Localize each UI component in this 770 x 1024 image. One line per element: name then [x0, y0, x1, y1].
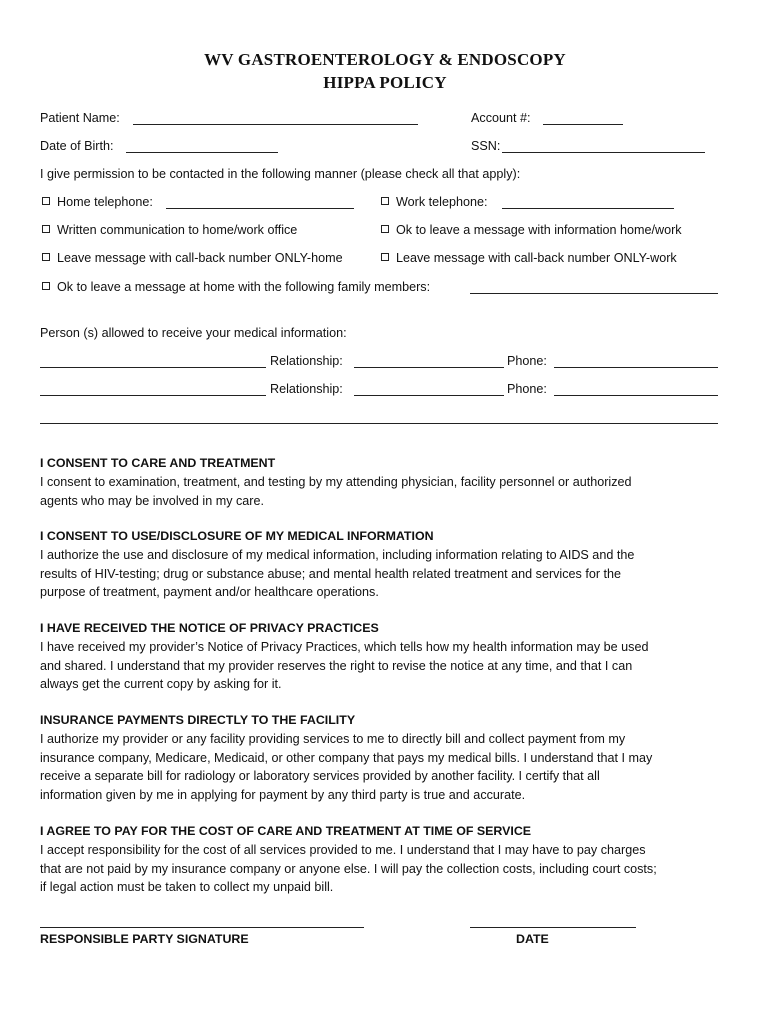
home-telephone-option[interactable]: Home telephone: — [42, 194, 153, 210]
persons-intro: Person (s) allowed to receive your medical information: — [40, 326, 347, 340]
dob-field[interactable] — [126, 152, 278, 153]
person-1-relationship-label: Relationship: — [270, 354, 343, 368]
date-label: DATE — [516, 932, 549, 946]
checkbox-icon[interactable] — [42, 197, 50, 205]
signature-field[interactable] — [40, 927, 364, 928]
checkbox-icon[interactable] — [42, 253, 50, 261]
contact-intro: I give permission to be contacted in the following manner (please check all that apply): — [40, 167, 521, 181]
section-body-consent-care: I consent to examination, treatment, and testing by my attending physician, facility personnel or authorized agents who may be involved in my care. — [40, 475, 632, 508]
section-body-insurance: I authorize my provider or any facility providing services to me to directly bill and collect payment from my insurance company, Medicare, Medicaid, or other company that pays my medical bills. I understand that I may receive a separate bill for radiology or laboratory services provided by another facility. I certify that all information given by me in applying for payment by any third party is true and accurate. — [40, 732, 653, 802]
section-body-payment: I accept responsibility for the cost of all services provided to me. I understand that I may have to pay charges that are not paid by my insurance company or anyone else. I will pay the collection costs, including court costs; if legal action must be taken to collect my unpaid bill. — [40, 843, 657, 894]
person-1-phone-label: Phone: — [507, 354, 547, 368]
document-subtitle: HIPPA POLICY — [323, 73, 447, 92]
person-2-name-field[interactable] — [40, 395, 266, 396]
signature-label: RESPONSIBLE PARTY SIGNATURE — [40, 932, 249, 946]
patient-name-field[interactable] — [133, 124, 418, 125]
section-heading-insurance: INSURANCE PAYMENTS DIRECTLY TO THE FACILITY — [40, 713, 356, 727]
dob-label: Date of Birth: — [40, 139, 114, 153]
callback-home-option[interactable]: Leave message with call-back number ONLY-home — [42, 250, 343, 266]
checkbox-icon[interactable] — [42, 225, 50, 233]
written-communication-option[interactable]: Written communication to home/work office — [42, 222, 297, 238]
work-telephone-field[interactable] — [502, 208, 674, 209]
person-2-phone-label: Phone: — [507, 382, 547, 396]
checkbox-icon[interactable] — [381, 197, 389, 205]
section-body-privacy-notice: I have received my provider’s Notice of Privacy Practices, which tells how my health information may be used and shared. I understand that my provider reserves the right to revise the notice at any time, and that I can always get the current copy by asking for it. — [40, 640, 649, 691]
document-title: WV GASTROENTEROLOGY & ENDOSCOPY — [204, 50, 566, 69]
work-telephone-option[interactable]: Work telephone: — [381, 194, 487, 210]
account-field[interactable] — [543, 124, 623, 125]
ssn-field[interactable] — [502, 152, 705, 153]
patient-name-label: Patient Name: — [40, 111, 120, 125]
home-telephone-field[interactable] — [166, 208, 354, 209]
ssn-label: SSN: — [471, 139, 501, 153]
callback-work-option[interactable]: Leave message with call-back number ONLY-work — [381, 250, 677, 266]
section-heading-privacy-notice: I HAVE RECEIVED THE NOTICE OF PRIVACY PRACTICES — [40, 621, 379, 635]
checkbox-icon[interactable] — [381, 225, 389, 233]
checkbox-icon[interactable] — [381, 253, 389, 261]
person-1-relationship-field[interactable] — [354, 367, 504, 368]
family-members-option[interactable]: Ok to leave a message at home with the following family members: — [42, 279, 430, 295]
checkbox-icon[interactable] — [42, 282, 50, 290]
section-heading-consent-care: I CONSENT TO CARE AND TREATMENT — [40, 456, 276, 470]
person-1-name-field[interactable] — [40, 367, 266, 368]
section-heading-disclosure: I CONSENT TO USE/DISCLOSURE OF MY MEDICAL INFORMATION — [40, 529, 434, 543]
ok-message-option[interactable]: Ok to leave a message with information home/work — [381, 222, 682, 238]
person-1-phone-field[interactable] — [554, 367, 718, 368]
family-members-field[interactable] — [470, 293, 718, 294]
section-heading-payment: I AGREE TO PAY FOR THE COST OF CARE AND TREATMENT AT TIME OF SERVICE — [40, 824, 532, 838]
person-2-relationship-field[interactable] — [354, 395, 504, 396]
person-3-field[interactable] — [40, 423, 718, 424]
section-body-disclosure: I authorize the use and disclosure of my medical information, including information relating to AIDS and the results of HIV-testing; drug or substance abuse; and mental health related treatment and services for the purpose of treatment, payment and/or healthcare operations. — [40, 548, 635, 599]
person-2-relationship-label: Relationship: — [270, 382, 343, 396]
date-field[interactable] — [470, 927, 636, 928]
person-2-phone-field[interactable] — [554, 395, 718, 396]
account-label: Account #: — [471, 111, 531, 125]
